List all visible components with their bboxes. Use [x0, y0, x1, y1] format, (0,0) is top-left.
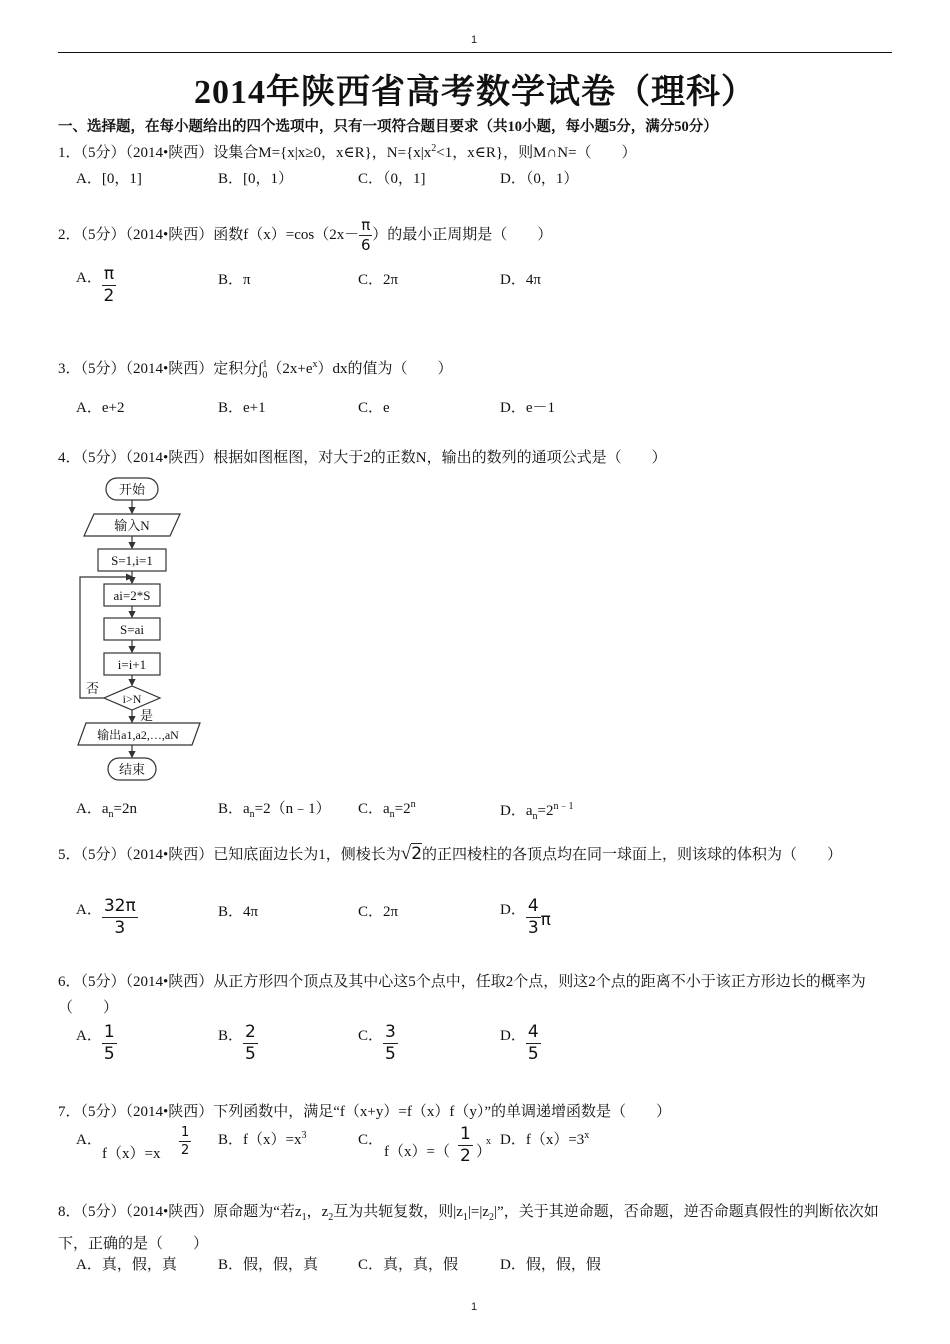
flow-step-ai-label: ai=2*S: [113, 588, 151, 603]
q1-stem: 1．（5分）（2014•陕西）设集合M={x|x≥0，x∈R}，N={x|x: [58, 145, 432, 161]
q8-sub-2: 2: [328, 1212, 334, 1223]
q5-option-a[interactable]: [76, 898, 138, 937]
q4-c-text: C．a: [358, 801, 390, 817]
q7-a-num: 1: [181, 1125, 190, 1140]
q5-d-den: 3: [527, 918, 539, 938]
q8-stem-b: ，z: [306, 1204, 329, 1220]
q7-c-num: 1: [460, 1124, 471, 1144]
q8-sub-1: 1: [301, 1212, 307, 1223]
q5-stem: 5．（5分）（2014•陕西）已知底面边长为1，侧棱长为: [58, 847, 401, 863]
q7-d-sup: x: [584, 1130, 590, 1141]
q6-c-den: 5: [385, 1044, 396, 1064]
q4-b-tail: =2（n﹣1）: [254, 801, 331, 817]
question-6: 6．（5分）（2014•陕西）从正方形四个顶点及其中心这5个点中，任取2个点，则这2个点的距离不小于该正方形边长的概率为（ ）: [58, 974, 866, 1016]
flow-init-label: S=1,i=1: [111, 553, 153, 568]
q3-option-d[interactable]: D．e－1: [500, 400, 555, 416]
q4-d-text: D．a: [500, 803, 533, 819]
question-4: 4．（5分）（2014•陕西）根据如图框图，对大于2的正数N，输出的数列的通项公式是（ ）: [58, 450, 667, 466]
q4-b-sub: n: [249, 809, 255, 820]
q2-option-c[interactable]: C．2π: [358, 272, 399, 288]
q6-option-b[interactable]: [218, 1024, 258, 1063]
q8-stem-d: |=|z: [467, 1204, 490, 1220]
q6-d-den: 5: [527, 1044, 539, 1064]
q7-a-label: A．: [76, 1132, 102, 1148]
question-1: [58, 141, 637, 162]
flow-start-label: 开始: [118, 482, 146, 497]
q7-c-tail: ）: [476, 1144, 492, 1160]
q5-a-num: 32π: [103, 896, 136, 916]
q7-option-d[interactable]: [500, 1128, 589, 1149]
question-7: 7．（5分）（2014•陕西）下列函数中，满足“f（x+y）=f（x）f（y）”的单调递增函数是（ ）: [58, 1104, 671, 1120]
flow-yes-label: 是: [140, 708, 154, 723]
q8-sub-4: 2: [489, 1212, 495, 1223]
q7-option-a[interactable]: [76, 1125, 190, 1162]
q5-d-fraction: [526, 898, 541, 937]
q3-option-a[interactable]: A．e+2: [76, 400, 125, 416]
q6-c-label: C．: [358, 1028, 384, 1044]
q4-d-sup: n﹣1: [553, 801, 574, 812]
q5-a-den: 3: [114, 918, 126, 938]
q1-option-a[interactable]: A．[0，1]: [76, 171, 142, 187]
q6-b-den: 5: [245, 1044, 256, 1064]
q1-option-d[interactable]: D．（0，1）: [500, 171, 579, 187]
q6-c-num: 3: [385, 1022, 396, 1042]
q5-stem-end: 的正四棱柱的各顶点均在同一球面上，则该球的体积为（ ）: [422, 847, 843, 863]
q7-c-den: 2: [460, 1146, 471, 1166]
q6-b-num: 2: [245, 1022, 256, 1042]
flow-output-label: 输出a1,a2,…,aN: [97, 728, 179, 742]
q3-stem-mid: （2x+e: [267, 361, 313, 377]
q8-option-b[interactable]: B．假，假，真: [218, 1257, 319, 1273]
q4-option-b[interactable]: [218, 797, 331, 820]
q8-option-d[interactable]: D．假，假，假: [500, 1257, 601, 1273]
q6-b-fraction: [243, 1024, 258, 1063]
header-page-number: 1: [471, 34, 478, 46]
q6-a-den: 5: [103, 1044, 115, 1064]
q2-option-d[interactable]: D．4π: [500, 272, 541, 288]
q3-option-c[interactable]: C．e: [358, 400, 390, 416]
question-8: [58, 1199, 894, 1257]
q7-c-sup: x: [486, 1136, 491, 1147]
question-3: [58, 357, 453, 381]
q7-b-sup: 3: [301, 1130, 307, 1141]
q2-option-a[interactable]: [76, 266, 116, 305]
q6-c-fraction: [383, 1024, 398, 1063]
q4-option-c[interactable]: [358, 797, 416, 820]
q7-b-text: B．f（x）=x: [218, 1132, 302, 1148]
q2-frac-num: π: [361, 216, 371, 234]
q2-fraction: [359, 218, 372, 253]
q7-option-c[interactable]: [358, 1124, 492, 1166]
q7-a-text: f（x）=x: [102, 1146, 161, 1162]
q6-a-fraction: [102, 1024, 117, 1063]
q5-d-pi: π: [540, 910, 551, 930]
q8-stem-e: |”，关于其逆命题，否命题，逆否命题真假性的判断依次如下，正确的是（ ）: [58, 1204, 879, 1252]
flow-condition-label: i>N: [122, 692, 142, 706]
q5-sqrt-value: 2: [411, 844, 423, 864]
q1-option-c[interactable]: C．（0，1]: [358, 171, 426, 187]
q4-a-tail: =2n: [113, 801, 137, 817]
q4-d-sub: n: [532, 811, 538, 822]
q2-option-a-fraction: [102, 266, 116, 305]
q6-a-num: 1: [103, 1022, 115, 1042]
flow-end-label: 结束: [118, 762, 146, 777]
q4-c-tail: =2: [394, 801, 411, 817]
flow-step-s-label: S=ai: [120, 622, 144, 637]
q7-a-exponent: [179, 1126, 191, 1157]
q1-option-b[interactable]: B．[0，1）: [218, 171, 294, 187]
footer-page-number: 1: [471, 1301, 478, 1313]
q8-stem-a: 8．（5分）（2014•陕西）原命题为“若z: [58, 1204, 302, 1220]
q5-option-c[interactable]: C．2π: [358, 904, 399, 920]
q5-d-num: 4: [527, 896, 539, 916]
q2-option-b[interactable]: B．π: [218, 272, 251, 288]
q4-c-sup: n: [410, 799, 416, 810]
q3-stem: 3．（5分）（2014•陕西）定积分∫: [58, 361, 263, 377]
q2-option-a-label: A．: [76, 270, 102, 286]
q4-b-text: B．a: [218, 801, 250, 817]
q7-option-b[interactable]: [218, 1128, 306, 1149]
q6-option-d[interactable]: [500, 1024, 541, 1063]
q1-sup: 2: [431, 143, 437, 154]
q4-c-sub: n: [389, 809, 395, 820]
q3-sup: x: [312, 359, 318, 370]
q6-a-label: A．: [76, 1028, 102, 1044]
q6-option-a[interactable]: [76, 1024, 117, 1063]
flow-step-i-label: i=i+1: [117, 657, 147, 672]
q6-option-c[interactable]: [358, 1024, 398, 1063]
q2-a-den: 2: [103, 286, 115, 306]
header-rule: [58, 52, 892, 53]
q8-sub-3: 1: [462, 1212, 468, 1223]
q7-d-text: D．f（x）=3: [500, 1132, 585, 1148]
q7-c-fraction: [458, 1126, 473, 1165]
q2-stem-end: ）的最小正周期是（ ）: [372, 226, 553, 243]
q5-a-fraction: [102, 898, 138, 937]
q3-stem-end: ）dx的值为（ ）: [317, 361, 453, 377]
question-2: [58, 218, 552, 253]
q4-option-a[interactable]: [76, 797, 137, 820]
q8-option-c[interactable]: C．真，真，假: [358, 1257, 459, 1273]
q8-option-a[interactable]: A．真，假，真: [76, 1257, 177, 1273]
flow-input-label: 输入N: [114, 518, 150, 533]
flow-no-label: 否: [86, 681, 100, 696]
q5-d-label: D．: [500, 902, 526, 918]
q6-d-fraction: [526, 1024, 541, 1063]
q5-option-d[interactable]: [500, 898, 551, 937]
q3-option-b[interactable]: B．e+1: [218, 400, 266, 416]
page-title: 2014年陕西省高考数学试卷（理科）: [194, 74, 756, 111]
q1-stem-end: <1，x∈R}，则M∩N=（ ）: [436, 145, 637, 161]
q4-a-sub: n: [108, 809, 114, 820]
flowchart: [68, 472, 208, 787]
q8-stem-c: 互为共轭复数，则|z: [333, 1204, 463, 1220]
q4-d-tail: =2: [537, 803, 554, 819]
q2-stem: 2．（5分）（2014•陕西）函数f（x）=cos（2x－: [58, 226, 360, 243]
q5-sqrt-icon: √: [400, 843, 412, 864]
q3-lower: 0: [262, 369, 268, 381]
q4-option-d[interactable]: [500, 797, 573, 822]
q4-a-text: A．a: [76, 801, 109, 817]
q2-frac-den: 6: [360, 236, 371, 254]
q5-a-label: A．: [76, 902, 102, 918]
section-heading: 一、选择题，在每小题给出的四个选项中，只有一项符合题目要求（共10小题，每小题5分，满分50分）: [58, 119, 718, 135]
q7-c-label: C．: [358, 1132, 384, 1148]
q5-option-b[interactable]: B．4π: [218, 904, 259, 920]
q6-d-num: 4: [527, 1022, 539, 1042]
q6-b-label: B．: [218, 1028, 244, 1044]
q3-upper: 1: [262, 358, 268, 370]
q7-c-text: f（x）=（: [384, 1144, 450, 1160]
q2-a-num: π: [103, 264, 115, 284]
q7-a-den: 2: [181, 1143, 190, 1158]
question-5: [58, 841, 894, 868]
q6-d-label: D．: [500, 1028, 526, 1044]
